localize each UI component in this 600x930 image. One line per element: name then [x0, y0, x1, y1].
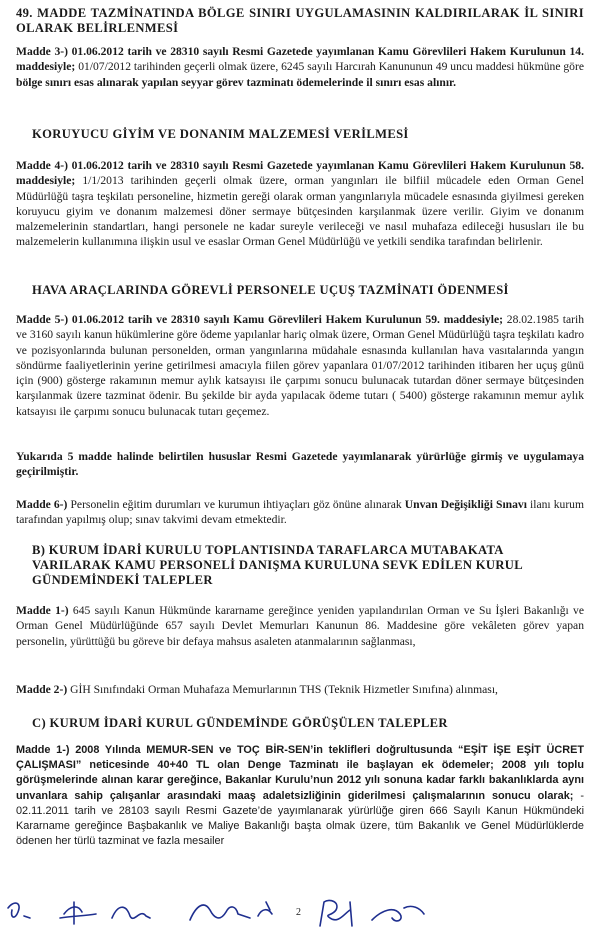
madde-4-body: 1/1/2013 tarihinden geçerli olmak üzere, orman yangınları ile bilfiil mücadele eden Orman Genel Müdürlüğü taşra teşkilatı personeline, hizmetin gereği olarak orman yangınlarıyla mücadele esnasında giyilmesi gereken koruyucu giyim ve donanım malzemesi döner sermaye bütçesinden karşılanmak üzere verilir. Giyim ve donanım malzemelerinin standartları, hangi personele ne kadar sureyle verileceği ve nasıl muhafaza edileceği hususları ile bu malzemelerin kullanımına ilişkin usul ve esaslar Orman Genel Müdürlüğü ve yetkili sendika tarafından belirlenir.: [16, 174, 584, 249]
page-number: 2: [296, 907, 301, 918]
signature-5: [258, 902, 272, 916]
paragraph-c-madde-1: [16, 743, 584, 849]
signature-2: [60, 902, 96, 924]
signature-1: [8, 903, 30, 918]
c-madde-1-lead: Madde 1-): [16, 744, 70, 756]
madde-3-emphasis: bölge sınırı esas alınarak yapılan seyyar görev tazminatı ödemelerinde il sınırı esas alınır.: [16, 75, 457, 89]
madde-3-lead: Madde 3-) 01.06.2012 tarih ve 28310 sayılı Resmi Gazetede yayımlanan Kamu Görevlileri Hakem Kurulunun 14. maddesiyle;: [16, 45, 584, 74]
b-madde-2-body: GİH Sınıfındaki Orman Muhafaza Memurlarının THS (Teknik Hizmetler Sınıfına) alınması,: [67, 683, 498, 696]
paragraph-madde-6: [16, 497, 584, 528]
madde-6-body-2: ilanı kurum tarafından yapılmış olup; sınav takvimi devam etmektedir.: [16, 498, 584, 527]
c-madde-1-emphasis: 2008 Yılında MEMUR-SEN ve TOÇ BİR-SEN’in teklifleri doğrultusunda “EŞİT İŞE EŞİT ÜCRET ÇALIŞMASI” neticesinde 40+40 TL olan Denge Tazminatı ile başlayan ek ödemeler; 2008 yılı toplu görüşmelerinde alınan karar gereğince, Bakanlar Kurulu’nun 2012 yılı sonuna kadar farklı bakanlıklarda aynı unvanlara sahip çalışanlar arasındaki maaş adaletsizliğinin giderilmesi çalışmalarının sonucu olarak;: [16, 744, 585, 802]
signature-4: [190, 905, 250, 920]
heading-section-c: C) KURUM İDARİ KURUL GÜNDEMİNDE GÖRÜŞÜLEN TALEPLER: [32, 716, 448, 730]
madde-6-lead: Madde 6-): [16, 498, 68, 511]
madde-5-body: 28.02.1985 tarih ve 3160 sayılı kanun hükümlerine göre ödeme yapılanlar hariç olmak üzere, Orman Genel Müdürlüğü taşra teşkilatı kadro ve pozisyonlarında bulunan personelden, orman yangınlarına müdahale esnasında kullanılan hava vasıtalarında yangın söndürme faaliyetlerinin yerine getirilmesi amacıyla fiilen görev yapanlara 01/07/2012 tarihinden itibaren her uçuş günü için (900) gösterge rakamının memur aylık katsayısı ile çarpımı sonucu bulunacak tutardan döner sermaye bütçesinden karşılanmak üzere tazminat ödenir. Bu şekilde bir ayda yapılacak ödeme tutarı ( 5400) gösterge rakamının memur aylık katsayısı ile çarpımı sonucu bulunacak tutarı geçemez.: [16, 313, 584, 418]
paragraph-madde-4: [16, 158, 584, 250]
heading-ucus-tazminati: HAVA ARAÇLARINDA GÖREVLİ PERSONELE UÇUŞ TAZMİNATI ÖDENMESİ: [32, 283, 509, 297]
paragraph-madde-5: [16, 312, 584, 419]
madde-4-lead: Madde 4-) 01.06.2012 tarih ve 28310 sayılı Resmi Gazetede yayımlanan Kamu Görevlileri Hakem Kurulunun 58. maddesiyle;: [16, 159, 584, 188]
signature-3: [112, 907, 150, 918]
paragraph-b-madde-1: [16, 603, 584, 649]
madde-6-emphasis: Unvan Değişikliği Sınavı: [404, 498, 527, 511]
signature-6: [320, 900, 352, 926]
heading-49-madde: 49. MADDE TAZMİNATINDA BÖLGE SINIRI UYGULAMASININ KALDIRILARAK İL SINIRI OLARAK BELİRLENMESİ: [16, 6, 584, 35]
summary-paragraph: Yukarıda 5 madde halinde belirtilen hususlar Resmi Gazetede yayımlanarak yürürlüğe girmiş ve uygulamaya geçirilmiştir.: [16, 450, 584, 479]
heading-koruyucu-giyim: KORUYUCU GİYİM VE DONANIM MALZEMESİ VERİLMESİ: [32, 127, 409, 141]
madde-3-body: 01/07/2012 tarihinden geçerli olmak üzere, 6245 sayılı Harcırah Kanununun 49 uncu maddesi hükmüne göre: [75, 60, 584, 74]
c-madde-1-body: - 02.11.2011 tarih ve 28103 sayılı Resmi Gazete’de yayımlanarak yürürlüğe giren 666 Sayılı Kanun Hükmündeki Kararname gereğince Başbakanlık ve Maliye Bakanlığı başta olmak üzere, tüm Bakanlık ve Genel Müdürlüklerde ödenen her türlü tazminat ve fazla mesailer: [16, 789, 584, 848]
b-madde-1-lead: Madde 1-): [16, 604, 69, 617]
b-madde-2-lead: Madde 2-): [16, 683, 68, 696]
signature-7: [372, 906, 424, 921]
paragraph-madde-3: [16, 44, 584, 90]
paragraph-b-madde-2: [16, 682, 584, 697]
heading-section-b: B) KURUM İDARİ KURULU TOPLANTISINDA TARAFLARCA MUTABAKATA VARILARAK KAMU PERSONELİ DANIŞMA KURULUNA SEVK EDİLEN KURUL GÜNDEMİNDEKİ TALEPLER: [32, 543, 523, 587]
madde-6-body-1: Personelin eğitim durumları ve kurumun ihtiyaçları göz önüne alınarak: [67, 498, 405, 511]
madde-5-lead: Madde 5-) 01.06.2012 tarih ve 28310 sayılı Kamu Görevlileri Hakem Kurulunun 59. maddesiyle;: [16, 313, 503, 326]
b-madde-1-body: 645 sayılı Kanun Hükmünde kararname gereğince yeniden yapılandırılan Orman ve Su İşleri Bakanlığı ve Orman Genel Müdürlüğünde 657 sayılı Devlet Memurları Kanunun 86. Maddesine göre vekâleten görev yapan personelin, yürüttüğü bu göreve bir defaya mahsus asaleten atanmalarının sağlanması,: [16, 604, 584, 648]
